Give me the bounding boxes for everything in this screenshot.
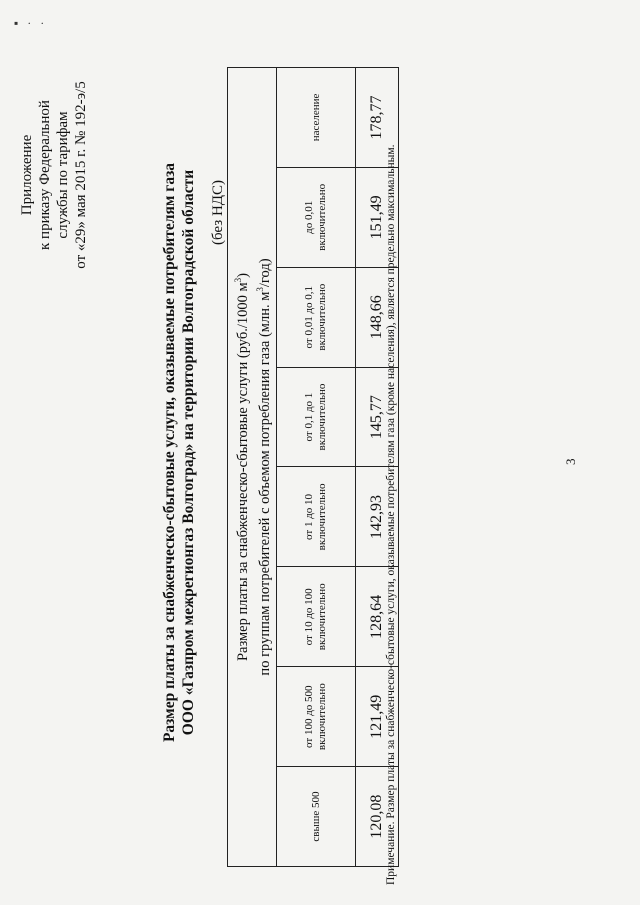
value-cell: 178,77 bbox=[356, 68, 399, 168]
appendix-line-3: службы по тарифам bbox=[55, 111, 71, 239]
value-cell: 151,49 bbox=[356, 167, 399, 267]
category-cell: до 0,01 включительно bbox=[277, 167, 356, 267]
title-line-1: Размер платы за снабженческо-сбытовые услуги, оказываемые потребителям газа bbox=[161, 162, 178, 743]
vat-note: (без НДС) bbox=[210, 179, 226, 245]
tariff-table bbox=[227, 67, 399, 867]
category-cell: от 0,01 до 0,1 включительно bbox=[277, 267, 356, 367]
header-line-2: по группам потребителей с объемом потребления газа (млн. $м^3/год$) bbox=[255, 258, 273, 676]
scan-marks: ▪ · · bbox=[14, 16, 48, 30]
page-number: 3 bbox=[563, 458, 578, 465]
category-cell: от 0,1 до 1 включительно bbox=[277, 367, 356, 467]
appendix-line-2: к приказу Федеральной bbox=[37, 100, 53, 250]
appendix-line-4: от «29» мая 2015 г. № 192-э/5 bbox=[73, 81, 89, 269]
title-line-2: ООО «Газпром межрегионгаз Волгоград» на территории Волгоградской области bbox=[180, 169, 197, 736]
value-cell: 120,08 bbox=[356, 767, 399, 867]
category-cell: от 100 до 500 включительно bbox=[277, 667, 356, 767]
footnote: Примечание. Размер платы за снабженческо-сбытовые услуги, оказываемые потребителям газа (кроме населения), является предельно максимальным. bbox=[385, 144, 397, 885]
category-cell: от 10 до 100 включительно bbox=[277, 567, 356, 667]
value-cell: 145,77 bbox=[356, 367, 399, 467]
table-header bbox=[228, 68, 277, 867]
value-cell: 148,66 bbox=[356, 267, 399, 367]
category-cell: свыше 500 bbox=[277, 767, 356, 867]
value-cell: 128,64 bbox=[356, 567, 399, 667]
value-cell: 142,93 bbox=[356, 467, 399, 567]
category-cell: от 1 до 10 включительно bbox=[277, 467, 356, 567]
appendix-line-1: Приложение bbox=[19, 134, 35, 216]
value-cell: 121,49 bbox=[356, 667, 399, 767]
category-cell: население bbox=[277, 68, 356, 168]
header-line-1: Размер платы за снабженческо-сбытовые услуги (руб./1000 $м^3$) bbox=[233, 272, 251, 662]
document-title bbox=[160, 0, 198, 905]
appendix-block bbox=[18, 35, 90, 315]
